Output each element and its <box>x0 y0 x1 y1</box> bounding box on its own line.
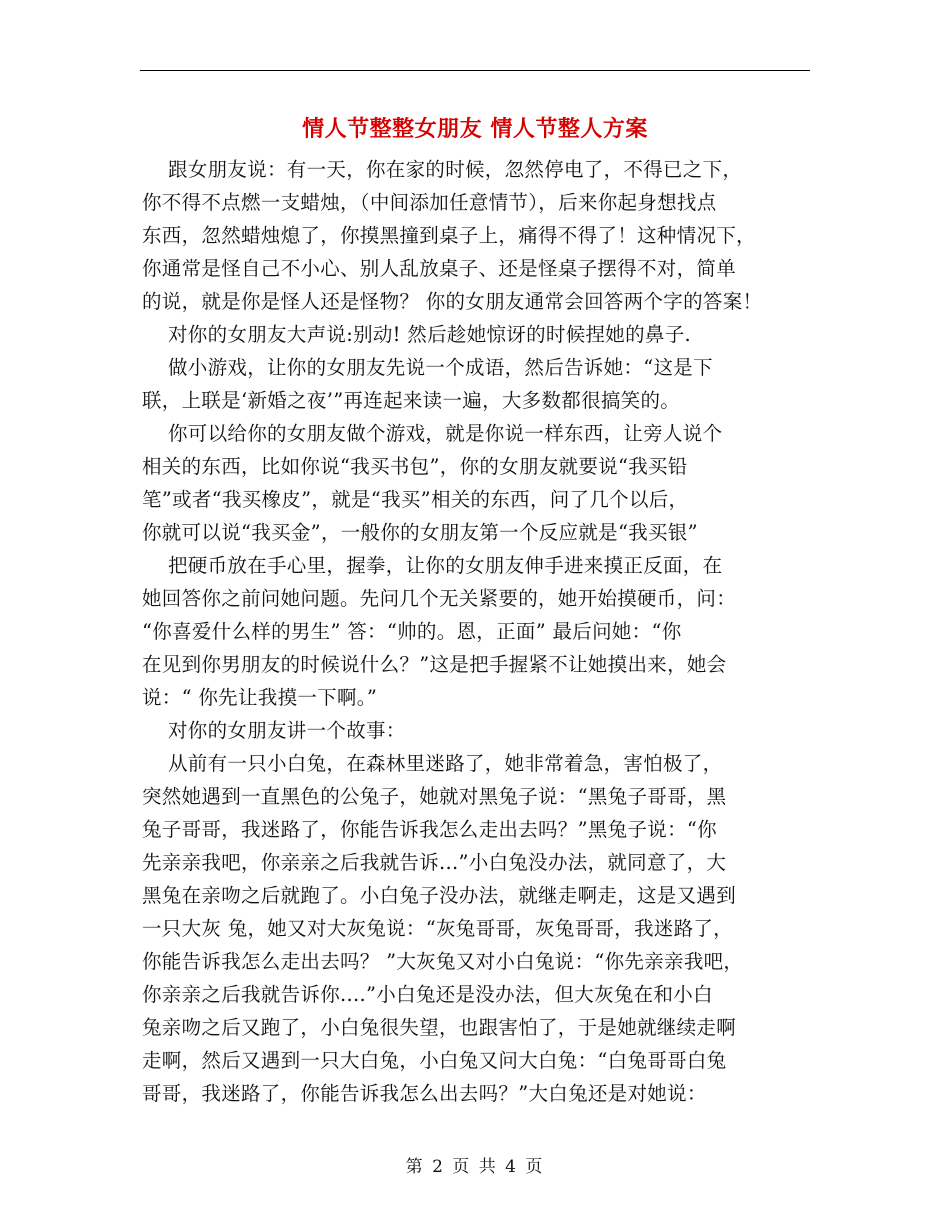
header-rule <box>140 70 810 71</box>
text-line: 突然她遇到一直黑色的公兔子，她就对黑兔子说：“黑兔子哥哥，黑 <box>142 785 727 808</box>
text-line: 走啊，然后又遇到一只大白兔，小白兔又问大白兔：“白兔哥哥白兔 <box>142 1049 727 1072</box>
document-title: 情人节整整女朋友 情人节整人方案 <box>302 117 648 142</box>
text-line: 你通常是怪自己不小心、别人乱放桌子、还是怪桌子摆得不对，简单 <box>142 257 737 280</box>
text-line: 的说，就是你是怪人还是怪物？ 你的女朋友通常会回答两个字的答案！ <box>142 290 763 313</box>
text-line: 把硬币放在手心里，握拳，让你的女朋友伸手进来摸正反面，在 <box>142 554 723 577</box>
text-line: 你不得不点燃一支蜡烛，（中间添加任意情节），后来你起身想找点 <box>142 191 717 214</box>
text-line: 兔子哥哥，我迷路了，你能告诉我怎么走出去吗？”黑兔子说：“你 <box>142 818 717 841</box>
text-line: 你可以给你的女朋友做个游戏，就是你说一样东西，让旁人说个 <box>142 422 723 445</box>
text-line: 说：“ 你先让我摸一下啊。” <box>142 686 378 709</box>
text-line: 做小游戏，让你的女朋友先说一个成语，然后告诉她：“这是下 <box>142 356 713 379</box>
text-line: 她回答你之前问她问题。先问几个无关紧要的，她开始摸硬币，问： <box>142 587 737 610</box>
text-line: 笔”或者“我买橡皮”，就是“我买”相关的东西，问了几个以后， <box>142 488 689 511</box>
text-line: 在见到你男朋友的时候说什么？”这是把手握紧不让她摸出来，她会 <box>142 653 727 676</box>
text-line: 跟女朋友说：有一天，你在家的时候，忽然停电了，不得已之下， <box>142 158 743 181</box>
text-line: “你喜爱什么样的男生” 答：“帅的。恩，正面” 最后问她：“你 <box>142 620 682 643</box>
text-line: 你亲亲之后我就告诉你....”小白兔还是没办法，但大灰兔在和小白 <box>142 983 713 1006</box>
text-line: 兔亲吻之后又跑了，小白兔很失望，也跟害怕了，于是她就继续走啊 <box>142 1016 737 1039</box>
page-footer: 第 2 页 共 4 页 <box>405 1157 545 1177</box>
text-line: 先亲亲我吧，你亲亲之后我就告诉...”小白兔没办法，就同意了，大 <box>142 851 727 874</box>
text-line: 东西，忽然蜡烛熄了，你摸黑撞到桌子上，痛得不得了！这种情况下， <box>142 224 756 247</box>
text-line: 联，上联是‘新婚之夜’”再连起来读一遍，大多数都很搞笑的。 <box>142 389 681 412</box>
text-line: 对你的女朋友讲一个故事： <box>142 719 406 742</box>
text-line: 对你的女朋友大声说:别动! 然后趁她惊讶的时候捏她的鼻子. <box>142 323 691 346</box>
text-line: 一只大灰 兔，她又对大灰兔说：“灰兔哥哥，灰兔哥哥，我迷路了， <box>142 917 733 940</box>
text-line: 相关的东西，比如你说“我买书包”，你的女朋友就要说“我买铅 <box>142 455 688 478</box>
text-line: 你能告诉我怎么走出去吗？ ”大灰兔又对小白兔说：“你先亲亲我吧， <box>142 950 744 973</box>
text-line: 哥哥，我迷路了，你能告诉我怎么出去吗？”大白兔还是对她说： <box>142 1082 707 1105</box>
text-line: 从前有一只小白兔，在森林里迷路了，她非常着急，害怕极了， <box>142 752 723 775</box>
text-line: 黑兔在亲吻之后就跑了。小白兔子没办法，就继走啊走，这是又遇到 <box>142 884 737 907</box>
text-line: 你就可以说“我买金”，一般你的女朋友第一个反应就是“我买银” <box>142 521 698 544</box>
document-body <box>142 153 812 1110</box>
